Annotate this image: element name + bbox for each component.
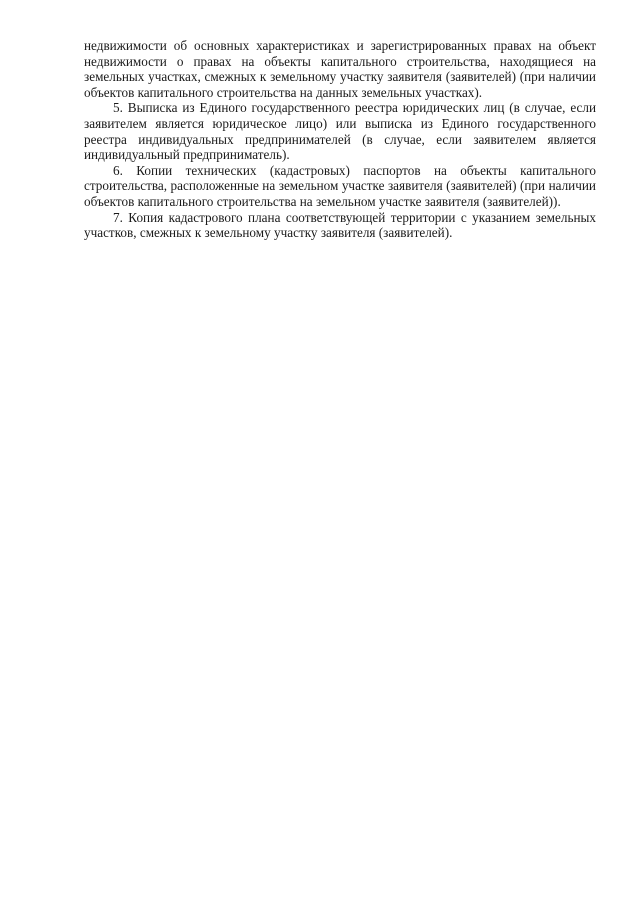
paragraph-continuation: недвижимости об основных характеристиках и зарегистрированных правах на объект недвижимости о правах на объекты капитального строительства, находящиеся на земельных участках, смежных к земельному участку заявителя (заявителей) (при наличии объектов капитального строительства на данных земельных участках). [84, 38, 596, 100]
paragraph-item-6: 6. Копии технических (кадастровых) паспортов на объекты капитального строительства, расположенные на земельном участке заявителя (заявителей) (при наличии объектов капитального строительства на земельном участке заявителя (заявителей)). [84, 162, 596, 209]
paragraph-item-7: 7. Копия кадастрового плана соответствующей территории с указанием земельных участков, смежных к земельному участку заявителя (заявителей). [84, 209, 596, 241]
paragraph-item-5: 5. Выписка из Единого государственного реестра юридических лиц (в случае, если заявителем является юридическое лицо) или выписка из Единого государственного реестра индивидуальных предпринимателей (в случае, если заявителем является индивидуальный предприниматель). [84, 100, 596, 163]
document-body [84, 38, 596, 241]
